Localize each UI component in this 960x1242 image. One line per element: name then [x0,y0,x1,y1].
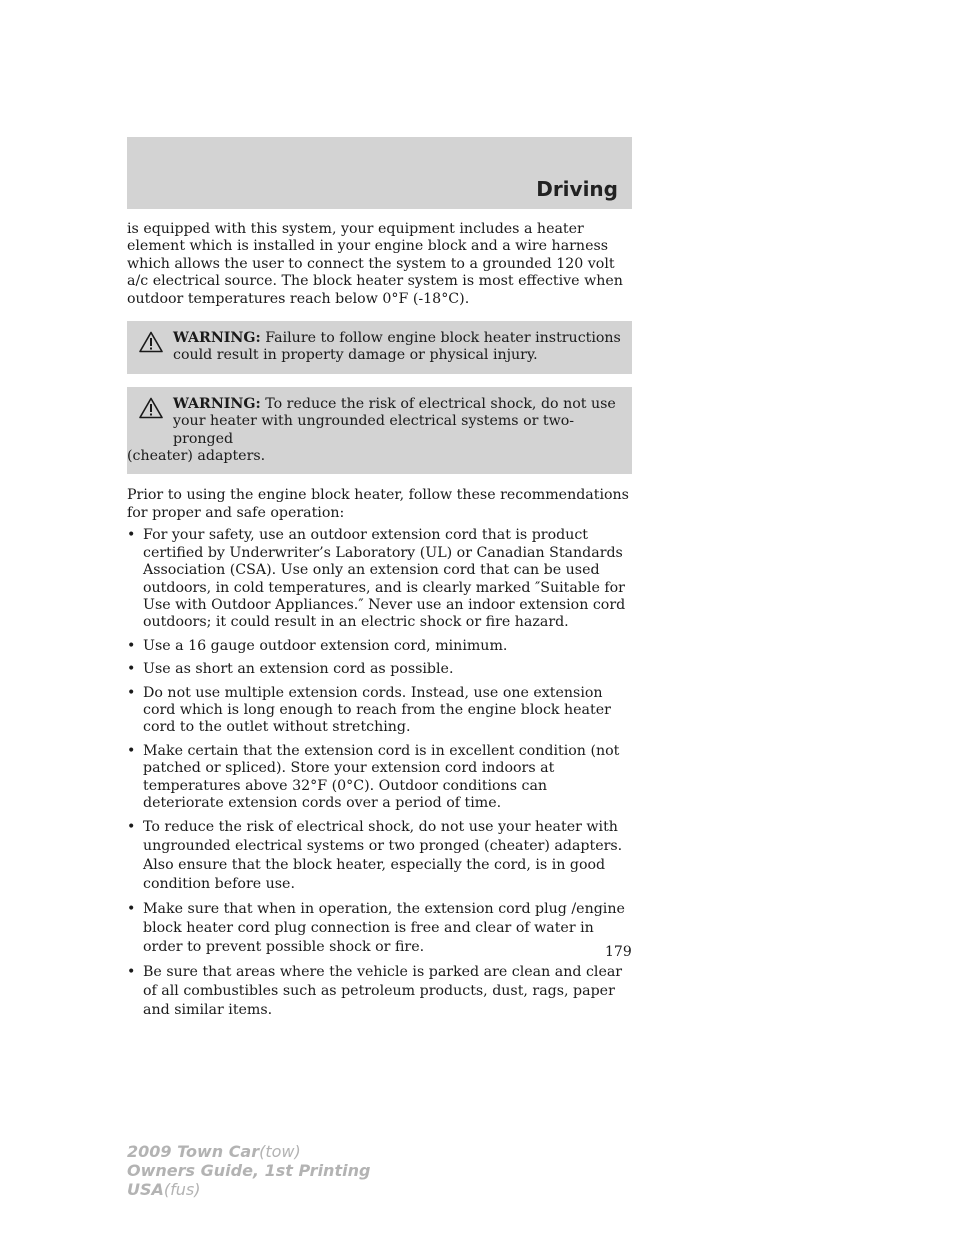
footer-line-3 [127,1180,370,1199]
list-item: • Make certain that the extension cord is in excellent condition (not patched or spliced). Store your extension cord indoors at temperatures above 32°F (0°C). Outdoor conditions can deteriorate extension cords over a period of time. [127,743,632,813]
warning-label: WARNING: [173,395,261,412]
warning-text: Failure to follow engine block heater instructions could result in property damage or physical injury. [173,330,621,364]
footer-model-code: (tow) [259,1142,301,1161]
footer-model: 2009 Town Car [127,1142,260,1161]
footer-line-1 [127,1142,370,1161]
warning-text-first [127,396,622,448]
footer-line-2: Owners Guide, 1st Printing [127,1161,371,1180]
footer-market-code: (fus) [163,1180,201,1199]
intro-paragraph: is equipped with this system, your equipment includes a heater element which is installed in your engine block and a wire harness which allows the user to connect the system to a grounded 120 volt a/c electrical source. The block heater system is most effective when outdoor temperatures reach below 0°F (-18°C). [127,221,623,307]
list-item: • Be sure that areas where the vehicle is parked are clean and clear of all combustibles such as petroleum products, dust, rags, paper and similar items. [127,963,632,1020]
page-number: 179 [605,944,632,960]
section-header-band [127,137,632,209]
warning-label: WARNING: [173,330,261,347]
list-item: • Make sure that when in operation, the extension cord plug /engine block heater cord plug connection is free and clear of water in order to prevent possible shock or fire. [127,900,632,957]
recommendations-list [127,527,632,1020]
recommendations-intro: Prior to using the engine block heater, follow these recommendations for proper and safe operation: [127,487,629,521]
warning-text-first-part: To reduce the risk of electrical shock, do not use your heater with ungrounded electrical systems or two-pronged [173,395,616,447]
list-item: • For your safety, use an outdoor extension cord that is product certified by Underwriter’s Laboratory (UL) or Canadian Standards Association (CSA). Use only an extension cord that can be used outdoors, in cold temperatures, and is clearly marked ″Suitable for Use with Outdoor Appliances.″ Never use an indoor extension cord outdoors; it could result in an electric shock or fire hazard. [127,527,632,631]
list-item: • To reduce the risk of electrical shock, do not use your heater with ungrounded electrical systems or two pronged (cheater) adapters. Also ensure that the block heater, especially the cord, is in good condition before use. [127,818,632,894]
section-title: Driving [536,177,618,201]
footer-market: USA [127,1180,164,1199]
warning-triangle-icon [139,331,163,353]
warning-triangle-icon [139,397,163,419]
footer-imprint [127,1142,370,1199]
warning-box-1 [127,321,632,374]
list-item: • Do not use multiple extension cords. Instead, use one extension cord which is long enough to reach from the engine block heater cord to the outlet without stretching. [127,685,632,737]
warning-text-rest: (cheater) adapters. [127,448,266,465]
list-item: • Use as short an extension cord as possible. [127,661,632,678]
page-content [127,221,632,1026]
list-item: • Use a 16 gauge outdoor extension cord, minimum. [127,638,632,655]
warning-box-2 [127,387,632,475]
